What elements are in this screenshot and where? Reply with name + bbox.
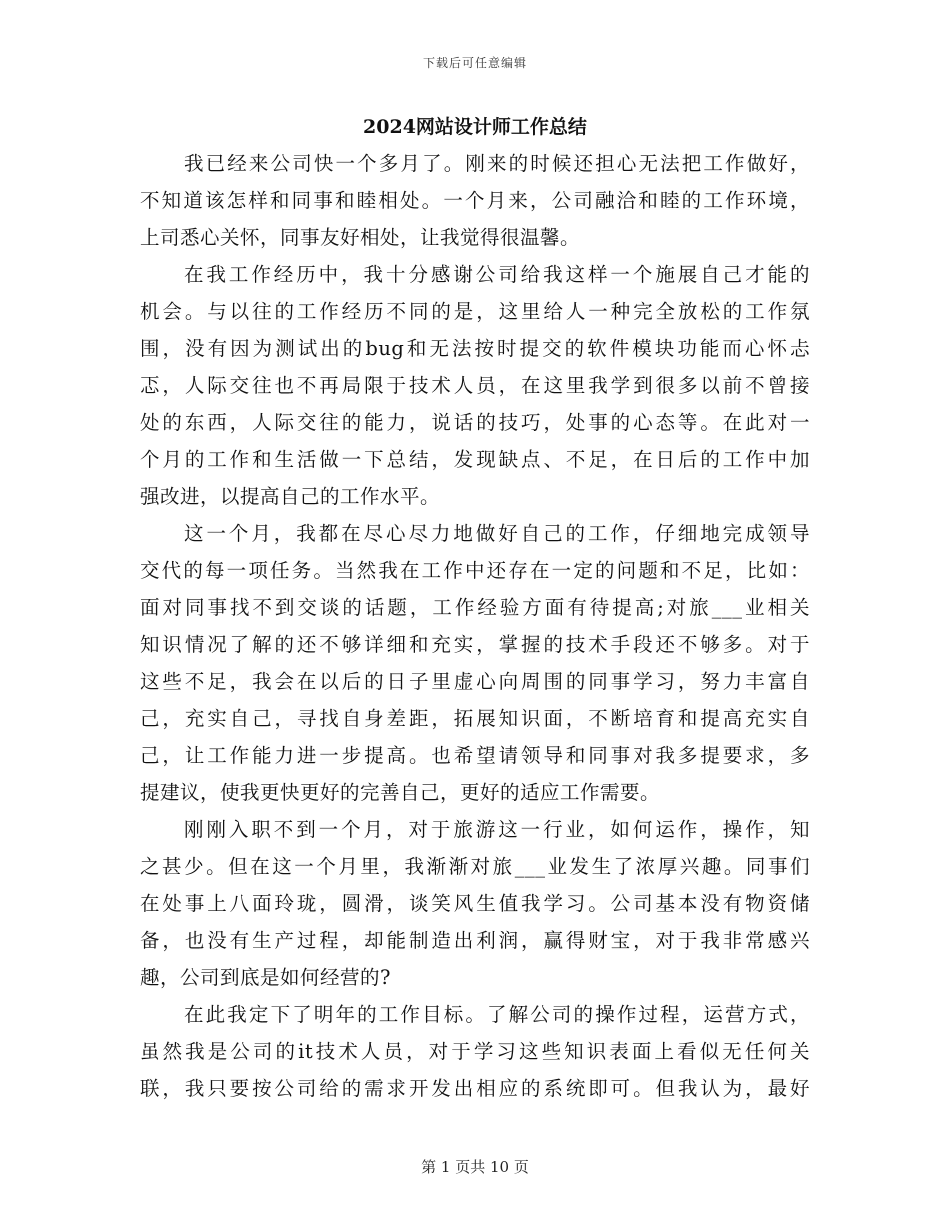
body-line: 忑，人际交往也不再局限于技术人员，在这里我学到很多以前不曾接: [140, 374, 810, 397]
body-line: 虽然我是公司的it技术人员，对于学习这些知识表面上看似无任何关: [140, 1040, 810, 1063]
body-line: 这一个月，我都在尽心尽力地做好自己的工作，仔细地完成领导: [184, 522, 810, 545]
body-line: 面对同事找不到交谈的话题，工作经验方面有待提高;对旅___业相关: [140, 596, 810, 619]
body-line: 己，充实自己，寻找自身差距，拓展知识面，不断培育和提高充实自: [140, 707, 810, 730]
body-line: 知识情况了解的还不够详细和充实，掌握的技术手段还不够多。对于: [140, 633, 810, 656]
body-line: 刚刚入职不到一个月，对于旅游这一行业，如何运作，操作，知: [184, 818, 810, 841]
body-line: 联，我只要按公司给的需求开发出相应的系统即可。但我认为，最好: [140, 1077, 810, 1100]
body-line: 个月的工作和生活做一下总结，发现缺点、不足，在日后的工作中加: [140, 448, 810, 471]
body-line: 这些不足，我会在以后的日子里虚心向周围的同事学习，努力丰富自: [140, 670, 810, 693]
page-footer-number: 第 1 页共 10 页: [421, 1158, 529, 1176]
body-line: 不知道该怎样和同事和睦相处。一个月来，公司融洽和睦的工作环境，: [140, 189, 810, 212]
body-line: 趣，公司到底是如何经营的?: [140, 966, 391, 989]
body-line: 在此我定下了明年的工作目标。了解公司的操作过程，运营方式，: [184, 1003, 810, 1026]
body-line: 在处事上八面玲珑，圆滑，谈笑风生值我学习。公司基本没有物资储: [140, 892, 810, 915]
page-header-note: 下载后可任意编辑: [422, 56, 527, 70]
body-line: 己，让工作能力进一步提高。也希望请领导和同事对我多提要求，多: [140, 744, 810, 767]
body-line: 之甚少。但在这一个月里，我渐渐对旅___业发生了浓厚兴趣。同事们: [140, 855, 810, 878]
body-line: 交代的每一项任务。当然我在工作中还存在一定的问题和不足，比如：: [140, 559, 810, 582]
body-line: 围，没有因为测试出的bug和无法按时提交的软件模块功能而心怀忐: [140, 337, 810, 360]
body-line: 提建议，使我更快更好的完善自己，更好的适应工作需要。: [140, 781, 661, 804]
document-body: [140, 145, 810, 1107]
body-line: 备，也没有生产过程，却能制造出利润，赢得财宝，对于我非常感兴: [140, 929, 810, 952]
body-line: 强改进，以提高自己的工作水平。: [140, 485, 441, 508]
body-line: 上司悉心关怀，同事友好相处，让我觉得很温馨。: [140, 226, 581, 249]
body-line: 我已经来公司快一个多月了。刚来的时候还担心无法把工作做好，: [184, 152, 810, 175]
body-line: 机会。与以往的工作经历不同的是，这里给人一种完全放松的工作氛: [140, 300, 810, 323]
body-line: 处的东西，人际交往的能力，说话的技巧，处事的心态等。在此对一: [140, 411, 810, 434]
document-title: 2024网站设计师工作总结: [363, 116, 587, 138]
body-line: 在我工作经历中，我十分感谢公司给我这样一个施展自己才能的: [184, 263, 810, 286]
